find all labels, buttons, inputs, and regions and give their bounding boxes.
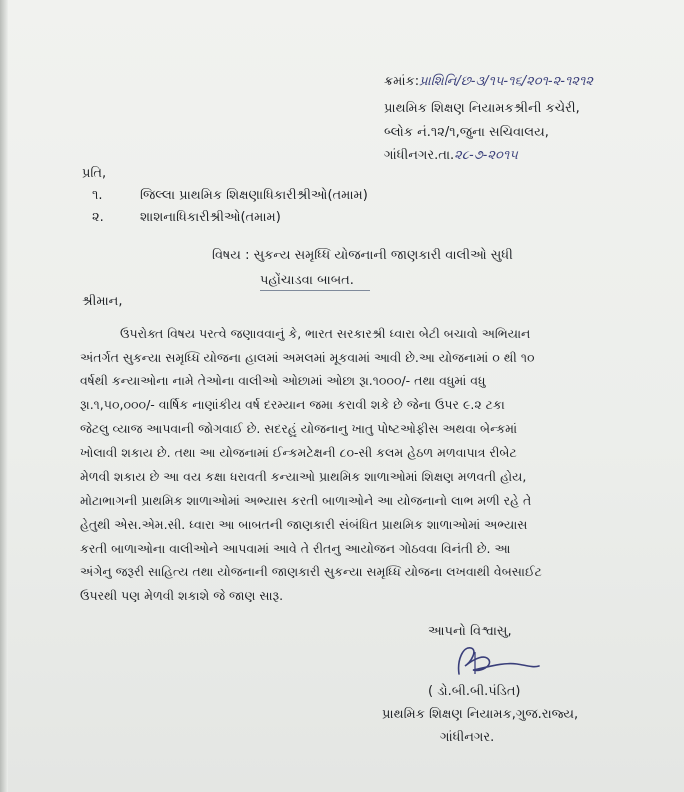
body-line: મોટાભાગની પ્રાથમિક શાળાઓમાં અભ્યાસ કરતી બાળાઓને આ યોજનાનો લાભ મળી રહે તે <box>80 493 532 508</box>
body-line: ઉપરોક્ત વિષય પરત્વે જણાવવાનું કે, ભારત સરકારશ્રી ધ્વારા બેટી બચાવો અભિયાન <box>120 326 531 341</box>
body-line: જેટલુ વ્યાજ આપવાની જોગવાઈ છે. સદરહું યોજનાનુ ખાતુ પોષ્ટઓફીસ અથવા બેન્કમાં <box>80 421 518 436</box>
city-prefix: ગાંધીનગર.તા. <box>384 148 455 163</box>
body-line: હેતુથી એસ.એમ.સી. ધ્વારા આ બાબતની જાણકારી સંબંધિત પ્રાથમિક શાળાઓમાં અભ્યાસ <box>80 517 528 532</box>
body-line: રૂા.૧,૫૦,૦૦૦/- વાર્ષિક નાણાંકીય વર્ષ દરમ્યાન જમા કરાવી શકે છે જેના ઉપર ૯.૨ ટકા <box>80 397 505 412</box>
body-line: મેળવી શકાય છે આ વય કક્ષા ધરાવતી કન્યાઓ પ્રાથમિક શાળાઓમાં શિક્ષણ મળવતી હોય, <box>80 469 527 484</box>
body-line: વર્ષથી કન્યાઓના નામે તેઓના વાલીઓ ઓછામાં ઓછા રૂા.૧૦૦૦/- તથા વધુમાં વધુ <box>80 373 486 388</box>
subject-line-1: વિષય : સુકન્ય સમૃધ્ધિ યોજનાની જાણકારી વાલીઓ સુધી <box>212 248 513 263</box>
body-line: ઉપરથી પણ મેળવી શકાશે જે જાણ સારૂ. <box>80 588 284 603</box>
signatory-name: ( ડો.બી.બી.પંડિત) <box>428 684 521 699</box>
body-line: અંતર્ગત સુકન્યા સમૃધ્ધિ યોજના હાલમાં અમલમાં મૂકવામાં આવી છે.આ યોજનામાં ૦ થી ૧૦ <box>80 350 535 365</box>
office-city-date <box>384 148 518 164</box>
salutation: શ્રીમાન, <box>82 294 123 309</box>
recipient-2-text: શાશનાધિકારીશ્રીઓ(તમામ) <box>140 210 281 225</box>
recipient-1-text: જિલ્લા પ્રાથમિક શિક્ષણાધિકારીશ્રીઓ(તમામ) <box>140 188 368 203</box>
prati-label: પ્રતિ, <box>82 166 107 181</box>
recipient-1-number: ૧. <box>92 188 103 203</box>
subject-line-2: પહોંચાડવા બાબત. <box>260 273 354 288</box>
signature-icon <box>445 640 545 682</box>
body-line: અંગેનુ જરૂરી સાહિત્ય તથા યોજનાની જાણકારી સુકન્યા સમૃધ્ધિ યોજના લખવાથી વેબસાઈટ <box>80 564 542 579</box>
recipient-2-number: ૨. <box>92 210 104 225</box>
reference-number: પ્રાશિનિ/છ-૩/૧૫-૧૬/૨૦૧-૨-૧૨૧૨ <box>419 74 593 89</box>
body-line: ખોલાવી શકાય છે. તથા આ યોજનામાં ઈન્કમટેક્ષની ૮૦-સી કલમ હેઠળ મળવાપાત્ર રીબેટ <box>80 445 517 460</box>
body-line: કરતી બાળાઓના વાલીઓને આપવામાં આવે તે રીતનુ આયોજન ગોઠવવા વિનંતી છે. આ <box>80 541 511 556</box>
subject-underline <box>260 290 370 291</box>
page-edge-shadow <box>0 0 8 792</box>
closing-yours: આપનો વિશ્વાસુ, <box>428 624 512 639</box>
reference-label: ક્રમાંક: <box>384 74 420 89</box>
office-name: પ્રાથમિક શિક્ષણ નિયામકશ્રીની કચેરી, <box>384 101 580 116</box>
letter-date: ૨૮-૭-૨૦૧૫ <box>454 148 518 163</box>
office-address: બ્લોક નં.૧૨/૧,જુના સચિવાલય, <box>384 125 549 140</box>
signatory-place: ગાંધીનગર. <box>440 730 495 745</box>
signatory-designation: પ્રાથમિક શિક્ષણ નિયામક,ગુજ.રાજ્ય, <box>382 707 579 722</box>
reference-line <box>384 74 593 90</box>
